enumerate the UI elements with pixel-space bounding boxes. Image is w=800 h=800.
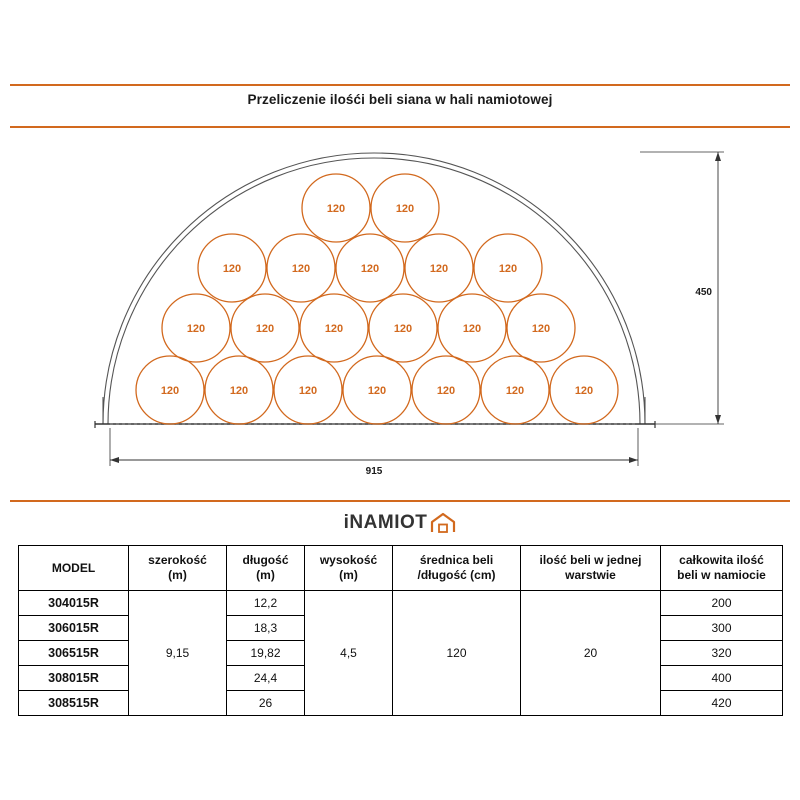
table-row <box>19 591 783 616</box>
logo-group <box>344 512 457 534</box>
column-header-width <box>129 546 227 591</box>
bale-label: 120 <box>229 385 249 397</box>
bale-row-top <box>302 174 439 242</box>
bale-label: 120 <box>531 323 551 335</box>
cell-total-bales: 200 <box>661 591 783 616</box>
cell-width-merged: 9,15 <box>129 591 227 716</box>
bale-label: 120 <box>360 263 380 275</box>
divider-above-logo <box>10 500 790 502</box>
table-header-row <box>19 546 783 591</box>
house-icon <box>430 512 456 534</box>
header-line-2: beli w namiocie <box>677 568 766 582</box>
header-line-2: (m) <box>339 568 358 582</box>
page-title: Przeliczenie ilośći beli siana w hali namiotowej <box>247 92 553 107</box>
height-arrow-bottom <box>715 415 721 424</box>
cell-bale-diameter-merged: 120 <box>393 591 521 716</box>
bale-row-bottom <box>136 356 618 424</box>
header-line-2: /długość (cm) <box>417 568 496 582</box>
header-line-1: długość <box>242 553 289 567</box>
header-line-2: (m) <box>168 568 187 582</box>
cell-total-bales: 400 <box>661 666 783 691</box>
diagram-svg <box>0 132 800 492</box>
bale-label: 120 <box>291 263 311 275</box>
cell-length: 18,3 <box>227 616 305 641</box>
cell-total-bales: 420 <box>661 691 783 716</box>
column-header-length <box>227 546 305 591</box>
width-arrow-right <box>629 457 638 463</box>
bale-label: 120 <box>393 323 413 335</box>
header-line-1: średnica beli <box>419 553 494 567</box>
column-header-bale-diameter <box>393 546 521 591</box>
logo-text: iNAMIOT <box>343 512 428 533</box>
bale-label: 120 <box>326 203 346 215</box>
column-header-model <box>19 546 129 591</box>
cell-length: 24,4 <box>227 666 305 691</box>
cell-model: 308515R <box>19 691 129 716</box>
bale-label: 120 <box>298 385 318 397</box>
cell-length: 26 <box>227 691 305 716</box>
cell-model: 304015R <box>19 591 129 616</box>
specs-table-container <box>18 545 782 716</box>
cell-height-merged: 4,5 <box>305 591 393 716</box>
header-line-1: wysokość <box>319 553 378 567</box>
height-dimension-label: 450 <box>695 287 712 298</box>
header-line-1: szerokość <box>148 553 207 567</box>
bale-label: 120 <box>324 323 344 335</box>
bale-row-third <box>162 294 575 362</box>
bale-label: 120 <box>160 385 180 397</box>
bale-label: 120 <box>429 263 449 275</box>
cell-model: 308015R <box>19 666 129 691</box>
cell-total-bales: 300 <box>661 616 783 641</box>
bale-label: 120 <box>436 385 456 397</box>
width-dimension-label: 915 <box>365 466 383 477</box>
cell-model: 306515R <box>19 641 129 666</box>
header-line-2: warstwie <box>565 568 616 582</box>
divider-top <box>10 84 790 86</box>
height-arrow-top <box>715 152 721 161</box>
cell-length: 12,2 <box>227 591 305 616</box>
header-line-1: MODEL <box>51 560 96 575</box>
column-header-bales-per-layer <box>521 546 661 591</box>
bale-row-second <box>198 234 542 302</box>
bale-label: 120 <box>498 263 518 275</box>
bale-label: 120 <box>395 203 415 215</box>
cell-bales-per-layer-merged: 20 <box>521 591 661 716</box>
header-line-1: ilość beli w jednej <box>539 553 642 567</box>
tent-cross-section-diagram <box>0 132 800 492</box>
cell-model: 306015R <box>19 616 129 641</box>
column-header-height <box>305 546 393 591</box>
bale-label: 120 <box>574 385 594 397</box>
bale-label: 120 <box>367 385 387 397</box>
bale-label: 120 <box>505 385 525 397</box>
cell-length: 19,82 <box>227 641 305 666</box>
header-line-1: całkowita ilość <box>679 553 764 567</box>
bale-label: 120 <box>255 323 275 335</box>
column-header-total-bales <box>661 546 783 591</box>
width-arrow-left <box>110 457 119 463</box>
cell-total-bales: 320 <box>661 641 783 666</box>
divider-under-title <box>10 126 790 128</box>
header-line-2: (m) <box>256 568 275 582</box>
bale-label: 120 <box>186 323 206 335</box>
bale-label: 120 <box>462 323 482 335</box>
specs-table <box>18 545 783 716</box>
brand-logo <box>0 503 800 543</box>
bale-label: 120 <box>222 263 242 275</box>
